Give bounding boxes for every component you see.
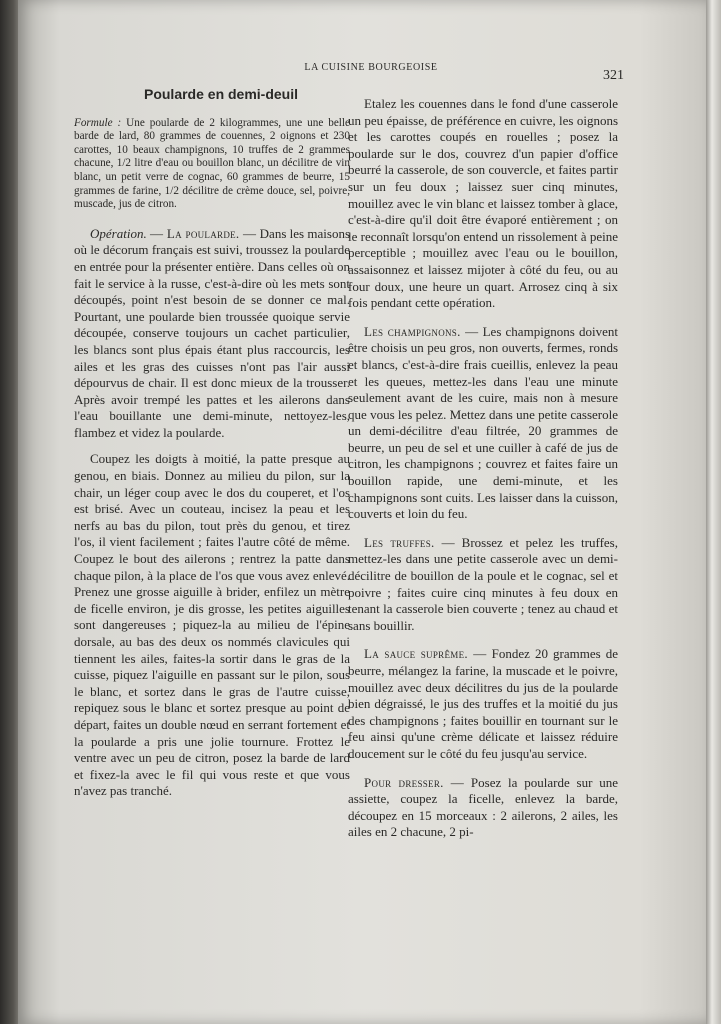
champignons-paragraph [348,324,618,523]
cooking-paragraph: Etalez les couennes dans le fond d'une casserole un peu épaisse, de préférence en cuivre, les oignons et les carottes coupés en rouelles ; posez la poularde sur le dos, couvrez d'un papier d'office beurré la casserole, de son couvercle, et faites partir sur un feu doux ; laissez suer cinq minutes, mouillez avec le vin blanc et laissez tomber à glace, c'est-à-dire qu'il doit être évaporé entièrement ; on le reconnaît lorsqu'on entend un rissolement à peine perceptible ; mouillez avec l'eau ou le bouillon, assaisonnez et laissez mijoter à côté du feu, ou au four doux, une heure un quart. Arrosez cinq à six fois pendant cette opération. [348,96,618,311]
book-page [18,0,708,1024]
left-column [74,86,350,800]
running-head: LA CUISINE BOURGEOISE [304,62,438,73]
recipe-formule [74,117,350,212]
poularde-label: — La poularde. — [150,225,257,241]
sauce-label: La sauce suprême. — [364,646,487,662]
champignons-label: Les champignons. — [364,323,479,339]
champignons-text: Les champignons doivent être choisis un peu gros, non ouverts, fermes, ronds et blancs, c'est-à-dire frais cueillis, enlevez la peau et les queues, mettez-les dans l'eau une minute seulement avant de les cuire, mais non à mesure que vous les pelez. Mettez dans une petite casserole un demi-décilitre d'eau filtrée, 20 grammes de beurre, un peu de sel et une cuiller à café de jus de citron, les champignons ; couvrez et faites faire un bouillon rapide, une demi-minute, et les champignons sont cuits. Les laisser dans la cuisson, couverts et loin du feu. [348,323,619,522]
right-column [348,96,618,841]
operation-label: Opération. [90,225,147,241]
dresser-text: Posez la poularde sur une assiette, coupez la ficelle, enlevez la barde, découpez en 15 morceaux : 2 ailerons, 2 ailes, les ailes en 2 chacune, 2 pi- [348,774,618,840]
formule-text: Une poularde de 2 kilogrammes, une une belle barde de lard, 80 grammes de couennes, 2 oignons et 230 carottes, 10 beaux champignons, 10 truffes de 2 grammes chacune, 1/2 litre d'eau ou bouillon blanc, un décilitre de vin blanc, un petit verre de cognac, 60 grammes de beurre, 15 grammes de farine, 1/2 décilitre de crème douce, sel, poivre, muscade, jus de citron. [74,116,350,211]
dresser-label: Pour dresser. — [364,774,465,790]
truffes-label: Les truffes. — [364,534,455,550]
operation-p1-text: Dans les maisons où le décorum français est suivi, troussez la poularde en entrée pour la présenter entière. Dans celles où on fait le service à la russe, c'est-à-dire où les mets sont découpés, point n'est besoin de se donner ce mal. Pourtant, une poularde bien troussée quoique servie découpée, conserve toujours un cachet particulier, les blancs sont plus épais étant plus raccourcis, les ailes et les gras des cuisses n'ont pas l'air aussi dépourvus de chair. Il est donc mieux de la trousser. Après avoir trempé les pattes et les ailerons dans l'eau bouillante une demi-minute, nettoyez-les, flambez et videz la poularde. [74,225,351,440]
page-edge [706,0,721,1024]
operation-paragraph-1 [74,226,350,442]
truffes-text: Brossez et pelez les truffes, mettez-les dans une petite casserole avec un demi-décilitre de bouillon de la poule et le cognac, sel et poivre ; faites cuire cinq minutes à feu doux en tenant la casserole bien couverte ; tenez au chaud et sans bouillir. [348,534,618,633]
formule-label: Formule : [74,116,122,129]
recipe-title: Poularde en demi-deuil [143,86,299,102]
truffes-paragraph [348,535,618,635]
page-number: 321 [603,68,624,83]
sauce-paragraph [348,646,618,762]
operation-paragraph-2: Coupez les doigts à moitié, la patte presque au genou, en biais. Donnez au milieu du pilon, sur la chair, un léger coup avec le dos du couperet, et l'os est brisé. Avec un couteau, incisez la peau et les nerfs au bas du pilon, tout près du genou, et tirez l'os, il vient facilement ; faites l'autre côté de même. Coupez le bout des ailerons ; rentrez la patte dans chaque pilon, à la place de l'os que vous avez enlevé. Prenez une grosse aiguille à brider, enfilez un mètre de ficelle environ, je dis grosse, les petites aiguilles sont dangereuses ; piquez-la au milieu de l'épine dorsale, au bas des deux os nommés clavicules qui tiennent les ailes, faites-la sortir dans le gras de la cuisse, piquez l'aiguille en passant sur le pilon, sous le blanc, et sortez dans le gras de l'autre cuisse, repiquez sous le blanc et sortez presque au point de départ, faites un double nœud en serrant fortement et la poularde a pris une jolie tournure. Frottez le ventre avec un peu de citron, posez la barde de lard et fixez-la avec le fil qui vous reste et que vous n'avez pas tranché. [74,451,350,799]
sauce-text: Fondez 20 grammes de beurre, mélangez la farine, la muscade et le poivre, mouillez avec deux décilitres du jus de la poularde bien dégraissé, le jus des truffes et la moitié du jus des champignons ; faites bouillir en tournant sur le feu ainsi qu'une crème délicate et laissez réduire doucement sur le côté du feu jusqu'au service. [348,646,618,761]
dresser-paragraph [348,775,618,841]
